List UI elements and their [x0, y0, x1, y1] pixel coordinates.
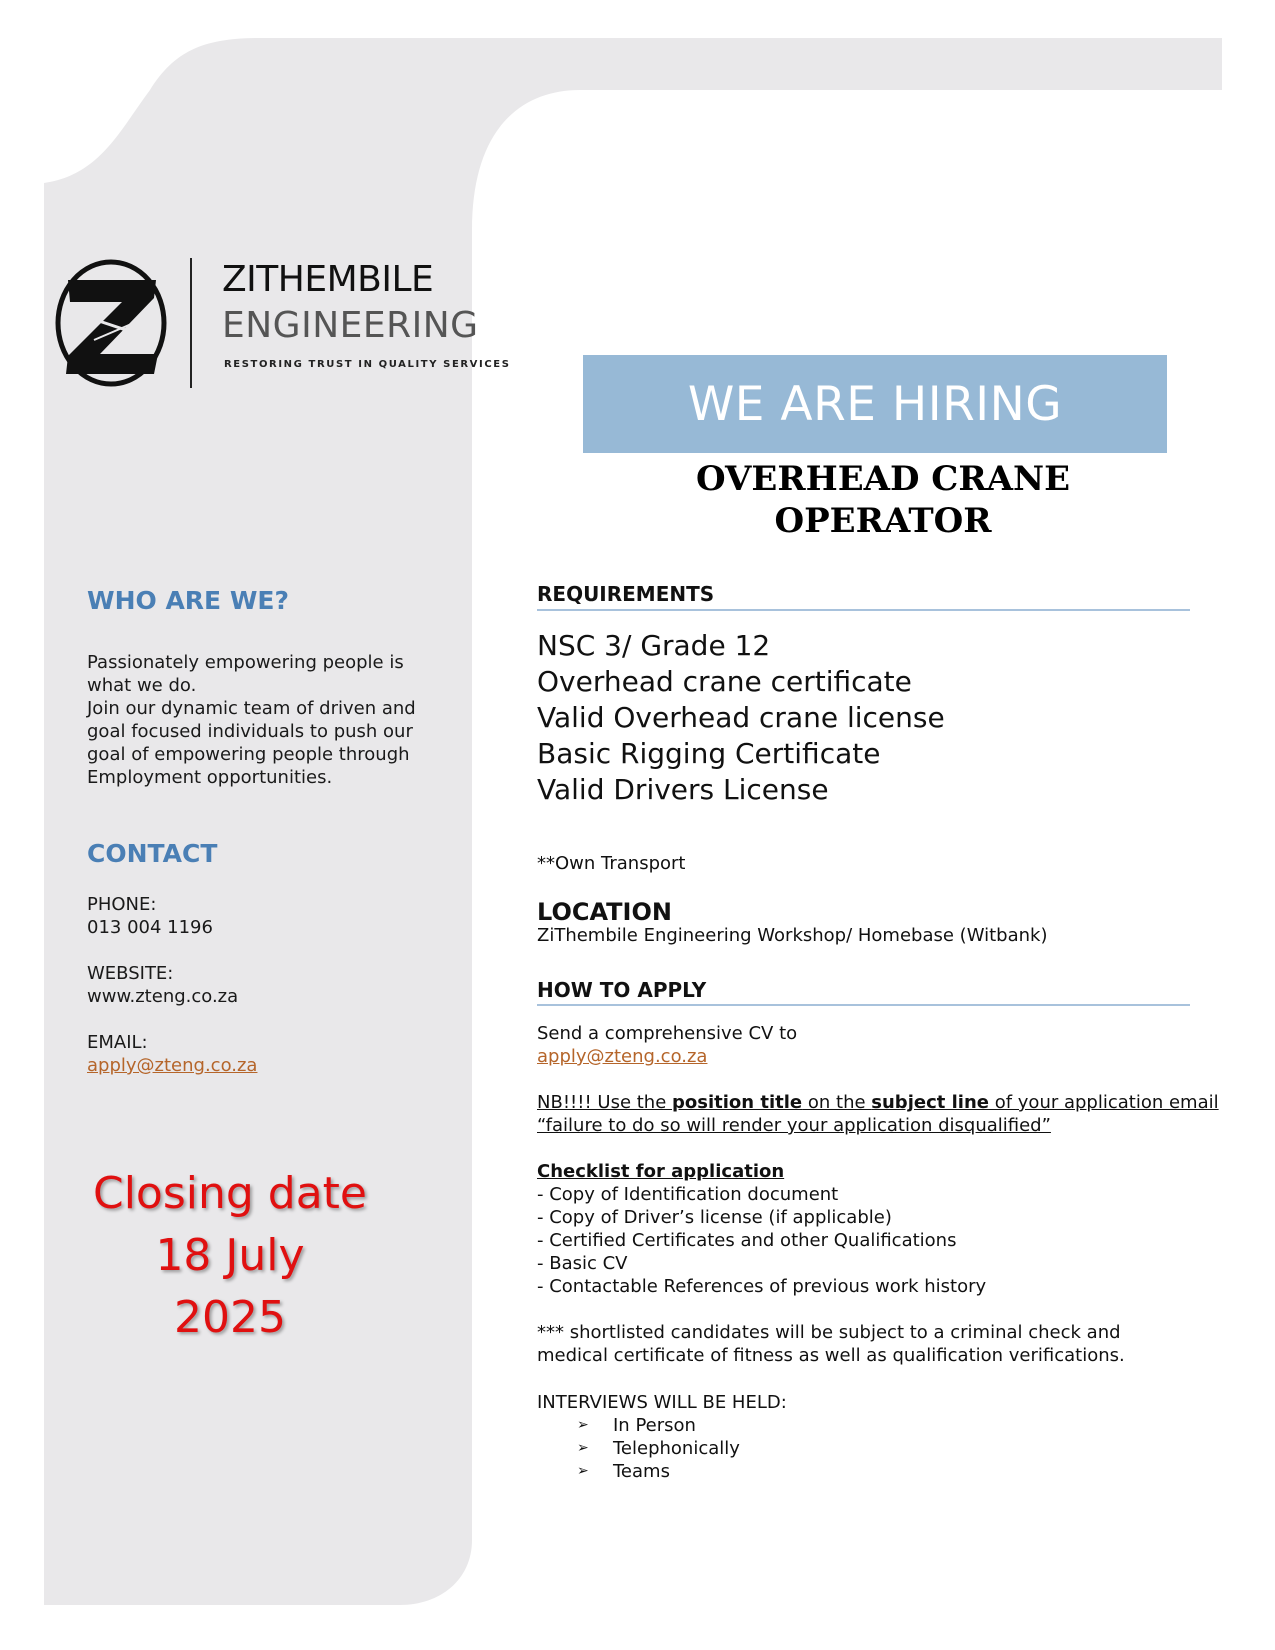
phone-block — [87, 893, 213, 939]
interview-method-item — [577, 1437, 740, 1460]
interviews-heading: INTERVIEWS WILL BE HELD: — [537, 1392, 787, 1413]
checklist — [537, 1160, 986, 1298]
screening-note-line: medical certificate of fitness as well as qualification verifications. — [537, 1345, 1125, 1366]
requirement-item: NSC 3/ Grade 12 — [537, 629, 771, 662]
closing-date — [60, 1163, 400, 1349]
requirement-item: Valid Drivers License — [537, 773, 829, 806]
checklist-item: - Copy of Identification document — [537, 1184, 839, 1205]
requirements-list — [537, 628, 945, 808]
zithembile-logo-icon — [54, 258, 168, 388]
nb-text: NB!!!! Use the — [537, 1092, 673, 1113]
closing-date-day: 18 July — [155, 1230, 305, 1281]
who-are-we-heading: WHO ARE WE? — [87, 586, 289, 615]
checklist-item: - Certified Certificates and other Qualifications — [537, 1230, 957, 1251]
website-value: www.zteng.co.za — [87, 986, 239, 1007]
company-tagline: RESTORING TRUST IN QUALITY SERVICES — [224, 359, 511, 370]
nb-bold-position: position title — [672, 1092, 803, 1113]
who-line: goal focused individuals to push our — [87, 721, 413, 742]
phone-number: 013 004 1196 — [87, 917, 213, 938]
checklist-heading: Checklist for application — [537, 1161, 785, 1182]
requirement-item: Basic Rigging Certificate — [537, 737, 881, 770]
own-transport-note: **Own Transport — [537, 853, 686, 874]
nb-warning: “failure to do so will render your application disqualified” — [537, 1115, 1051, 1136]
hiring-banner-text: WE ARE HIRING — [687, 376, 1063, 432]
arrow-bullet-icon: ➢ — [577, 1417, 589, 1433]
job-title — [583, 458, 1183, 542]
nb-bold-subject: subject line — [871, 1092, 989, 1113]
company-name-line1: ZITHEMBILE — [222, 259, 434, 300]
requirements-rule — [537, 609, 1190, 611]
phone-label: PHONE: — [87, 894, 157, 915]
interview-method-label: In Person — [613, 1415, 696, 1436]
interview-methods — [577, 1414, 740, 1483]
checklist-item: - Contactable References of previous work history — [537, 1276, 987, 1297]
apply-instruction: Send a comprehensive CV to — [537, 1023, 798, 1044]
nb-text: of your application email — [988, 1092, 1219, 1113]
who-line: Passionately empowering people is — [87, 652, 404, 673]
screening-note — [537, 1321, 1125, 1367]
email-link[interactable]: apply@zteng.co.za — [87, 1055, 258, 1076]
arrow-bullet-icon: ➢ — [577, 1440, 589, 1456]
job-title-line2: OPERATOR — [774, 501, 992, 541]
email-label: EMAIL: — [87, 1032, 148, 1053]
closing-date-year: 2025 — [174, 1292, 286, 1343]
company-name-line2: ENGINEERING — [222, 305, 479, 346]
apply-email-link[interactable]: apply@zteng.co.za — [537, 1046, 708, 1067]
website-label: WEBSITE: — [87, 963, 174, 984]
checklist-item: - Basic CV — [537, 1253, 628, 1274]
requirement-item: Valid Overhead crane license — [537, 701, 945, 734]
job-title-line1: OVERHEAD CRANE — [696, 459, 1070, 499]
closing-date-label: Closing date — [92, 1168, 368, 1219]
nb-notice — [537, 1091, 1219, 1137]
who-line: Employment opportunities. — [87, 767, 333, 788]
checklist-item: - Copy of Driver’s license (if applicable) — [537, 1207, 892, 1228]
screening-note-line: *** shortlisted candidates will be subject to a criminal check and — [537, 1322, 1121, 1343]
interview-method-label: Teams — [613, 1461, 670, 1482]
arrow-bullet-icon: ➢ — [577, 1463, 589, 1479]
who-line: what we do. — [87, 675, 197, 696]
logo-divider — [190, 258, 192, 388]
who-line: goal of empowering people through — [87, 744, 410, 765]
location-text: ZiThembile Engineering Workshop/ Homebase (Witbank) — [537, 925, 1048, 946]
email-block — [87, 1031, 257, 1077]
interview-method-label: Telephonically — [613, 1438, 740, 1459]
nb-text: on the — [802, 1092, 872, 1113]
interview-method-item — [577, 1414, 740, 1437]
apply-rule — [537, 1004, 1190, 1006]
who-are-we-text — [87, 651, 437, 789]
hiring-banner — [583, 355, 1167, 453]
contact-heading: CONTACT — [87, 839, 218, 868]
requirement-item: Overhead crane certificate — [537, 665, 912, 698]
who-line: Join our dynamic team of driven and — [87, 698, 416, 719]
apply-text — [537, 1022, 797, 1068]
how-to-apply-heading: HOW TO APPLY — [537, 978, 707, 1002]
requirements-heading: REQUIREMENTS — [537, 582, 715, 606]
location-heading: LOCATION — [537, 898, 672, 926]
website-block — [87, 962, 238, 1008]
interview-method-item — [577, 1460, 740, 1483]
